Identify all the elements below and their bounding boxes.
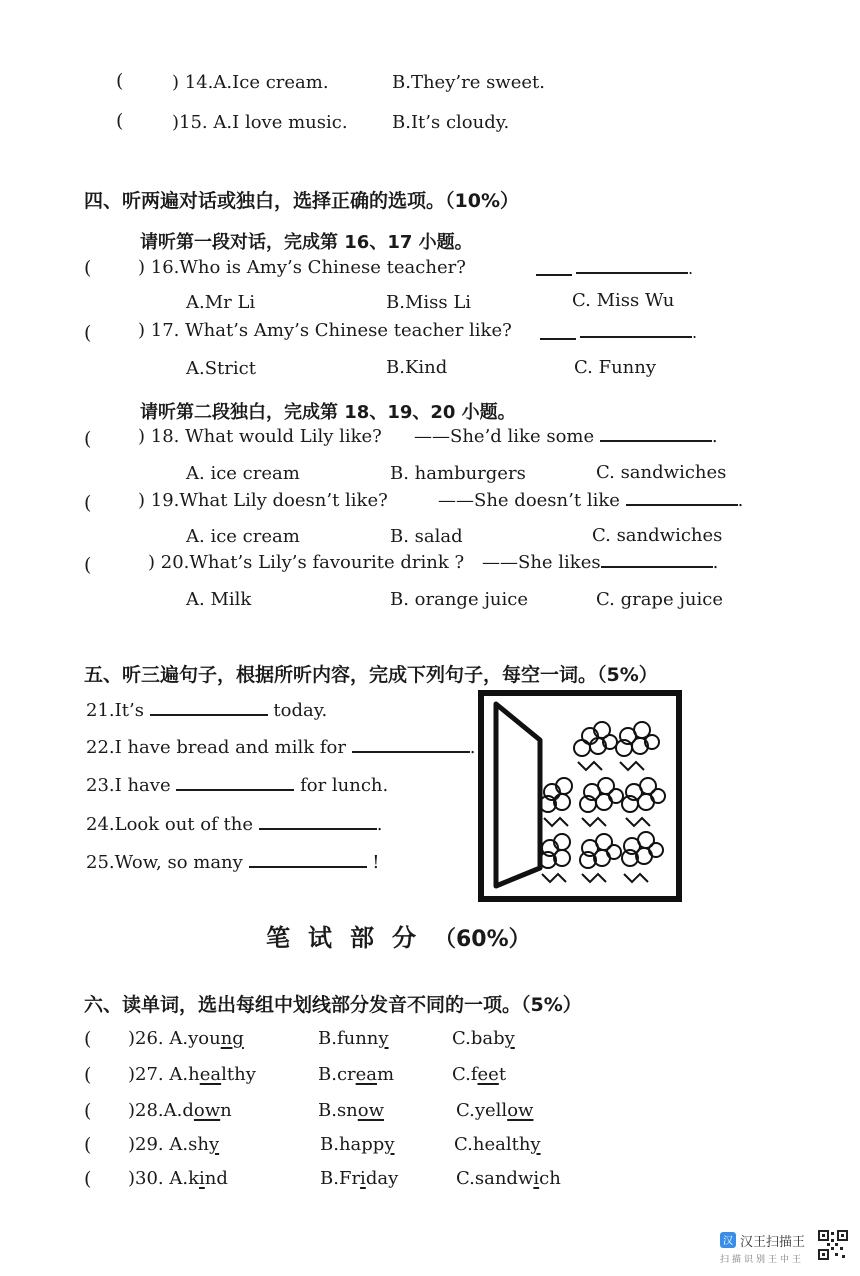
q20-option-a: A. Milk xyxy=(186,589,252,610)
q19-option-b: B. salad xyxy=(390,526,463,547)
q18-question: ) 18. What would Lily like? xyxy=(138,426,382,447)
q30-option-a: )30. A.kind xyxy=(128,1168,228,1189)
q16-paren: ( xyxy=(84,257,92,279)
q15-paren: ( xyxy=(116,110,124,132)
q28-option-b: B.snow xyxy=(318,1100,385,1121)
q20-option-b: B. orange juice xyxy=(390,589,528,610)
q21-sentence: 21.It’s today. xyxy=(86,700,328,721)
scanner-watermark xyxy=(720,1230,850,1270)
q14-option-b: B.They’re sweet. xyxy=(392,72,545,93)
q16-question: ) 16.Who is Amy’s Chinese teacher? xyxy=(138,257,466,278)
scanner-tagline: 扫描识别王中王 xyxy=(720,1255,805,1265)
q15-question: )15. A.I love music. xyxy=(172,112,348,133)
q17-question: ) 17. What’s Amy’s Chinese teacher like? xyxy=(138,320,512,341)
q16-option-c: C. Miss Wu xyxy=(572,290,675,311)
q30-option-c: C.sandwich xyxy=(456,1168,561,1189)
section4-heading: 四、听两遍对话或独白，选择正确的选项。（10%） xyxy=(84,190,519,212)
q28-option-c: C.yellow xyxy=(456,1100,534,1121)
q17-option-a: A.Strict xyxy=(186,358,256,379)
q20-answer: ——She likes . xyxy=(482,552,719,573)
section4-dialog1-instruction: 请听第一段对话，完成第 16、17 小题。 xyxy=(140,232,473,253)
q14-question: ) 14.A.Ice cream. xyxy=(172,72,329,93)
q18-option-c: C. sandwiches xyxy=(596,462,727,483)
q17-paren: ( xyxy=(84,322,92,344)
section6-heading: 六、读单词，选出每组中划线部分发音不同的一项。（5%） xyxy=(84,994,582,1016)
q15-option-b: B.It’s cloudy. xyxy=(392,112,510,133)
q29-option-c: C.healthy xyxy=(454,1134,541,1155)
q19-option-c: C. sandwiches xyxy=(592,525,723,546)
q23-sentence: 23.I have for lunch. xyxy=(86,775,389,796)
q24-sentence: 24.Look out of the . xyxy=(86,814,383,835)
q14-paren: ( xyxy=(116,70,124,92)
q27-option-a: )27. A.healthy xyxy=(128,1064,256,1085)
q17-option-c: C. Funny xyxy=(574,357,657,378)
q27-paren: ( xyxy=(84,1064,92,1086)
q29-paren: ( xyxy=(84,1134,92,1156)
q19-paren: ( xyxy=(84,492,92,514)
window-flowers-illustration xyxy=(478,690,682,902)
q29-option-b: B.happy xyxy=(320,1134,395,1155)
q16-option-b: B.Miss Li xyxy=(386,292,472,313)
svg-text:汉: 汉 xyxy=(723,1236,733,1247)
q28-paren: ( xyxy=(84,1100,92,1122)
scanner-app-name: 汉王扫描王 xyxy=(740,1235,806,1250)
q17-answer-blank: . xyxy=(540,322,697,342)
q20-option-c: C. grape juice xyxy=(596,589,723,610)
q19-question: ) 19.What Lily doesn’t like? xyxy=(138,490,388,511)
section4-dialog2-instruction: 请听第二段独白，完成第 18、19、20 小题。 xyxy=(140,402,516,423)
q17-option-b: B.Kind xyxy=(386,357,448,378)
q26-option-b: B.funny xyxy=(318,1028,389,1049)
q22-sentence: 22.I have bread and milk for . xyxy=(86,737,476,758)
q30-paren: ( xyxy=(84,1168,92,1190)
qr-code-icon xyxy=(818,1230,848,1260)
written-section-title: 笔试部分（60%） xyxy=(266,924,531,952)
q18-answer: ——She’d like some . xyxy=(414,426,718,447)
q27-option-b: B.cream xyxy=(318,1064,395,1085)
section5-heading: 五、听三遍句子，根据所听内容，完成下列句子，每空一词。（5%） xyxy=(84,664,658,686)
q26-option-c: C.baby xyxy=(452,1028,515,1049)
q27-option-c: C.feet xyxy=(452,1064,507,1085)
q20-question: ) 20.What’s Lily’s favourite drink ? xyxy=(148,552,465,573)
q28-option-a: )28.A.down xyxy=(128,1100,232,1121)
q18-paren: ( xyxy=(84,428,92,450)
q30-option-b: B.Friday xyxy=(320,1168,399,1189)
q18-option-a: A. ice cream xyxy=(186,463,300,484)
q25-sentence: 25.Wow, so many ! xyxy=(86,852,380,873)
q26-paren: ( xyxy=(84,1028,92,1050)
q19-option-a: A. ice cream xyxy=(186,526,300,547)
q16-answer-blank: . xyxy=(536,258,693,278)
q26-option-a: )26. A.young xyxy=(128,1028,244,1049)
q19-answer: ——She doesn’t like . xyxy=(438,490,744,511)
q20-paren: ( xyxy=(84,554,92,576)
scanner-logo-icon xyxy=(720,1232,736,1248)
q18-option-b: B. hamburgers xyxy=(390,463,526,484)
q29-option-a: )29. A.shy xyxy=(128,1134,220,1155)
q16-option-a: A.Mr Li xyxy=(186,292,256,313)
